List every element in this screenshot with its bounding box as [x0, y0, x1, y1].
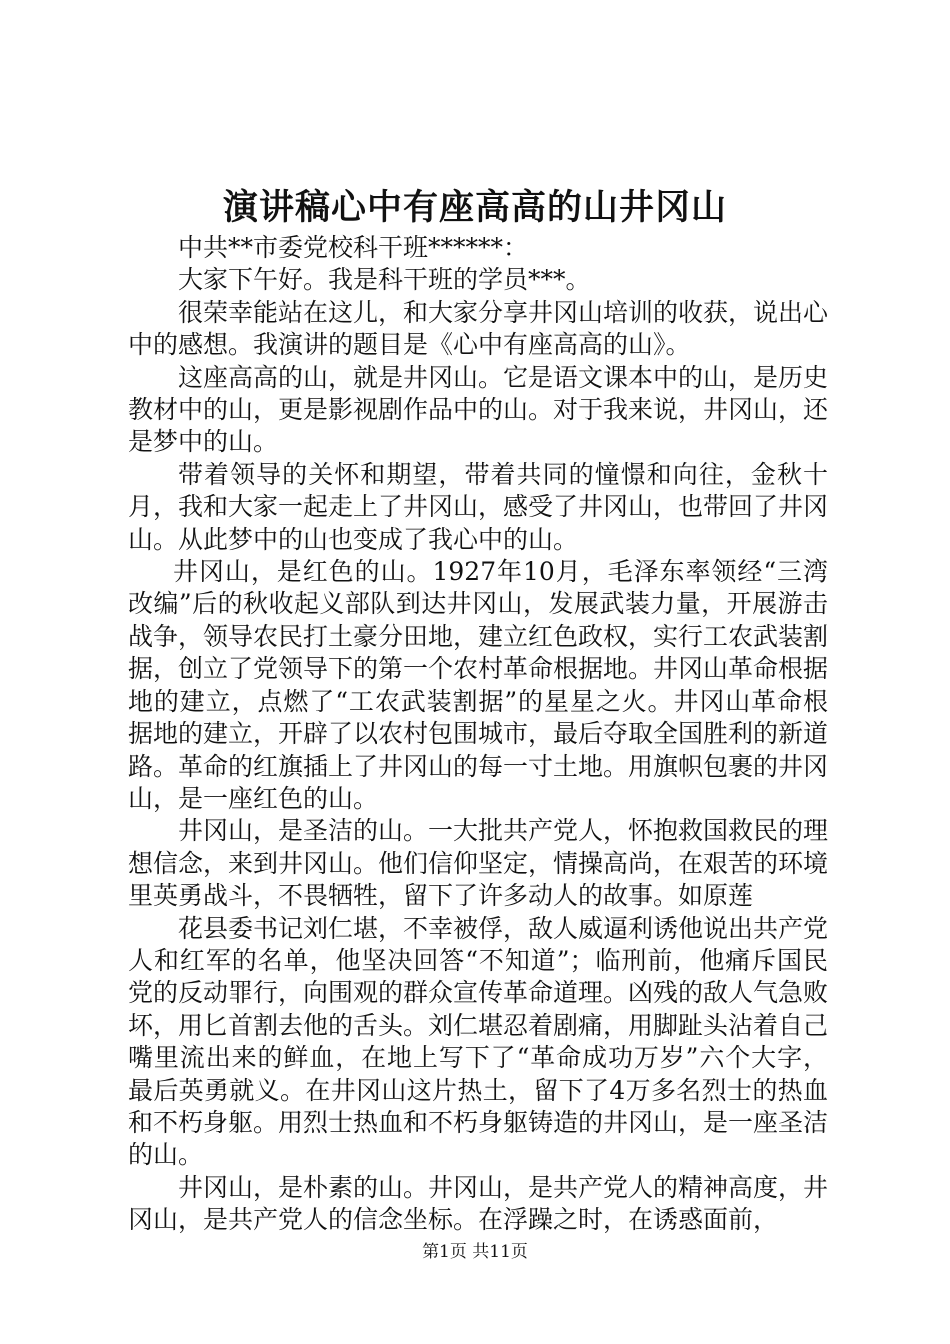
red-mountain-paragraph: 井冈山，是红色的山。1927年10月，毛泽东率领经“三湾改编”后的秋收起义部队到达井冈山，发展武装力量，开展游击战争，领导农民打土豪分田地，建立红色政权，实行工农武装割据，创立了党领导下的第一个农村革命根据地。井冈山革命根据地的建立，点燃了“工农武装割据”的星星之火。井冈山革命根据地的建立，开辟了以农村包围城市，最后夺取全国胜利的新道路。革命的红旗插上了井冈山的每一寸土地。用旗帜包裹的井冈山，是一座红色的山。	[128, 557, 829, 813]
document-title: 演讲稿心中有座高高的山井冈山	[222, 187, 727, 228]
martyr-paragraph: 花县委书记刘仁堪，不幸被俘，敌人威逼利诱他说出共产党人和红军的名单，他坚决回答“不知道”；临刑前，他痛斥国民党的反动罪行，向围观的群众宣传革命道理。凶残的敌人气急败坏，用匕首割去他的舌头。刘仁堪忍着剧痛，用脚趾头沾着自己嘴里流出来的鲜血，在地上写下了“革命成功万岁”六个大字，最后英勇就义。在井冈山这片热土，留下了4万多名烈士的热血和不朽身躯。用烈士热血和不朽身躯铸造的井冈山，是一座圣洁的山。	[128, 913, 829, 1170]
sacred-mountain-paragraph: 井冈山，是圣洁的山。一大批共产党人，怀抱救国救民的理想信念，来到井冈山。他们信仰坚定，情操高尚，在艰苦的环境里英勇战斗，不畏牺牲，留下了许多动人的故事。如原莲	[128, 816, 829, 911]
journey-paragraph: 带着领导的关怀和期望，带着共同的憧憬和向往，金秋十月，我和大家一起走上了井冈山，感受了井冈山，也带回了井冈山。从此梦中的山也变成了我心中的山。	[128, 459, 829, 554]
mountain-paragraph: 这座高高的山，就是井冈山。它是语文课本中的山，是历史教材中的山，更是影视剧作品中的山。对于我来说，井冈山，还是梦中的山。	[128, 362, 829, 457]
document-body	[128, 232, 828, 1237]
page-footer: 第1页 共11页	[422, 1242, 528, 1262]
simple-mountain-paragraph: 井冈山，是朴素的山。井冈山，是共产党人的精神高度，井冈山，是共产党人的信念坐标。在浮躁之时，在诱惑面前，	[128, 1172, 829, 1235]
intro-paragraph: 很荣幸能站在这儿，和大家分享井冈山培训的收获，说出心中的感想。我演讲的题目是《心中有座高高的山》。	[128, 297, 829, 360]
greeting-paragraph: 大家下午好。我是科干班的学员***。	[178, 265, 591, 295]
salutation: 中共**市委党校科干班******：	[178, 233, 529, 262]
